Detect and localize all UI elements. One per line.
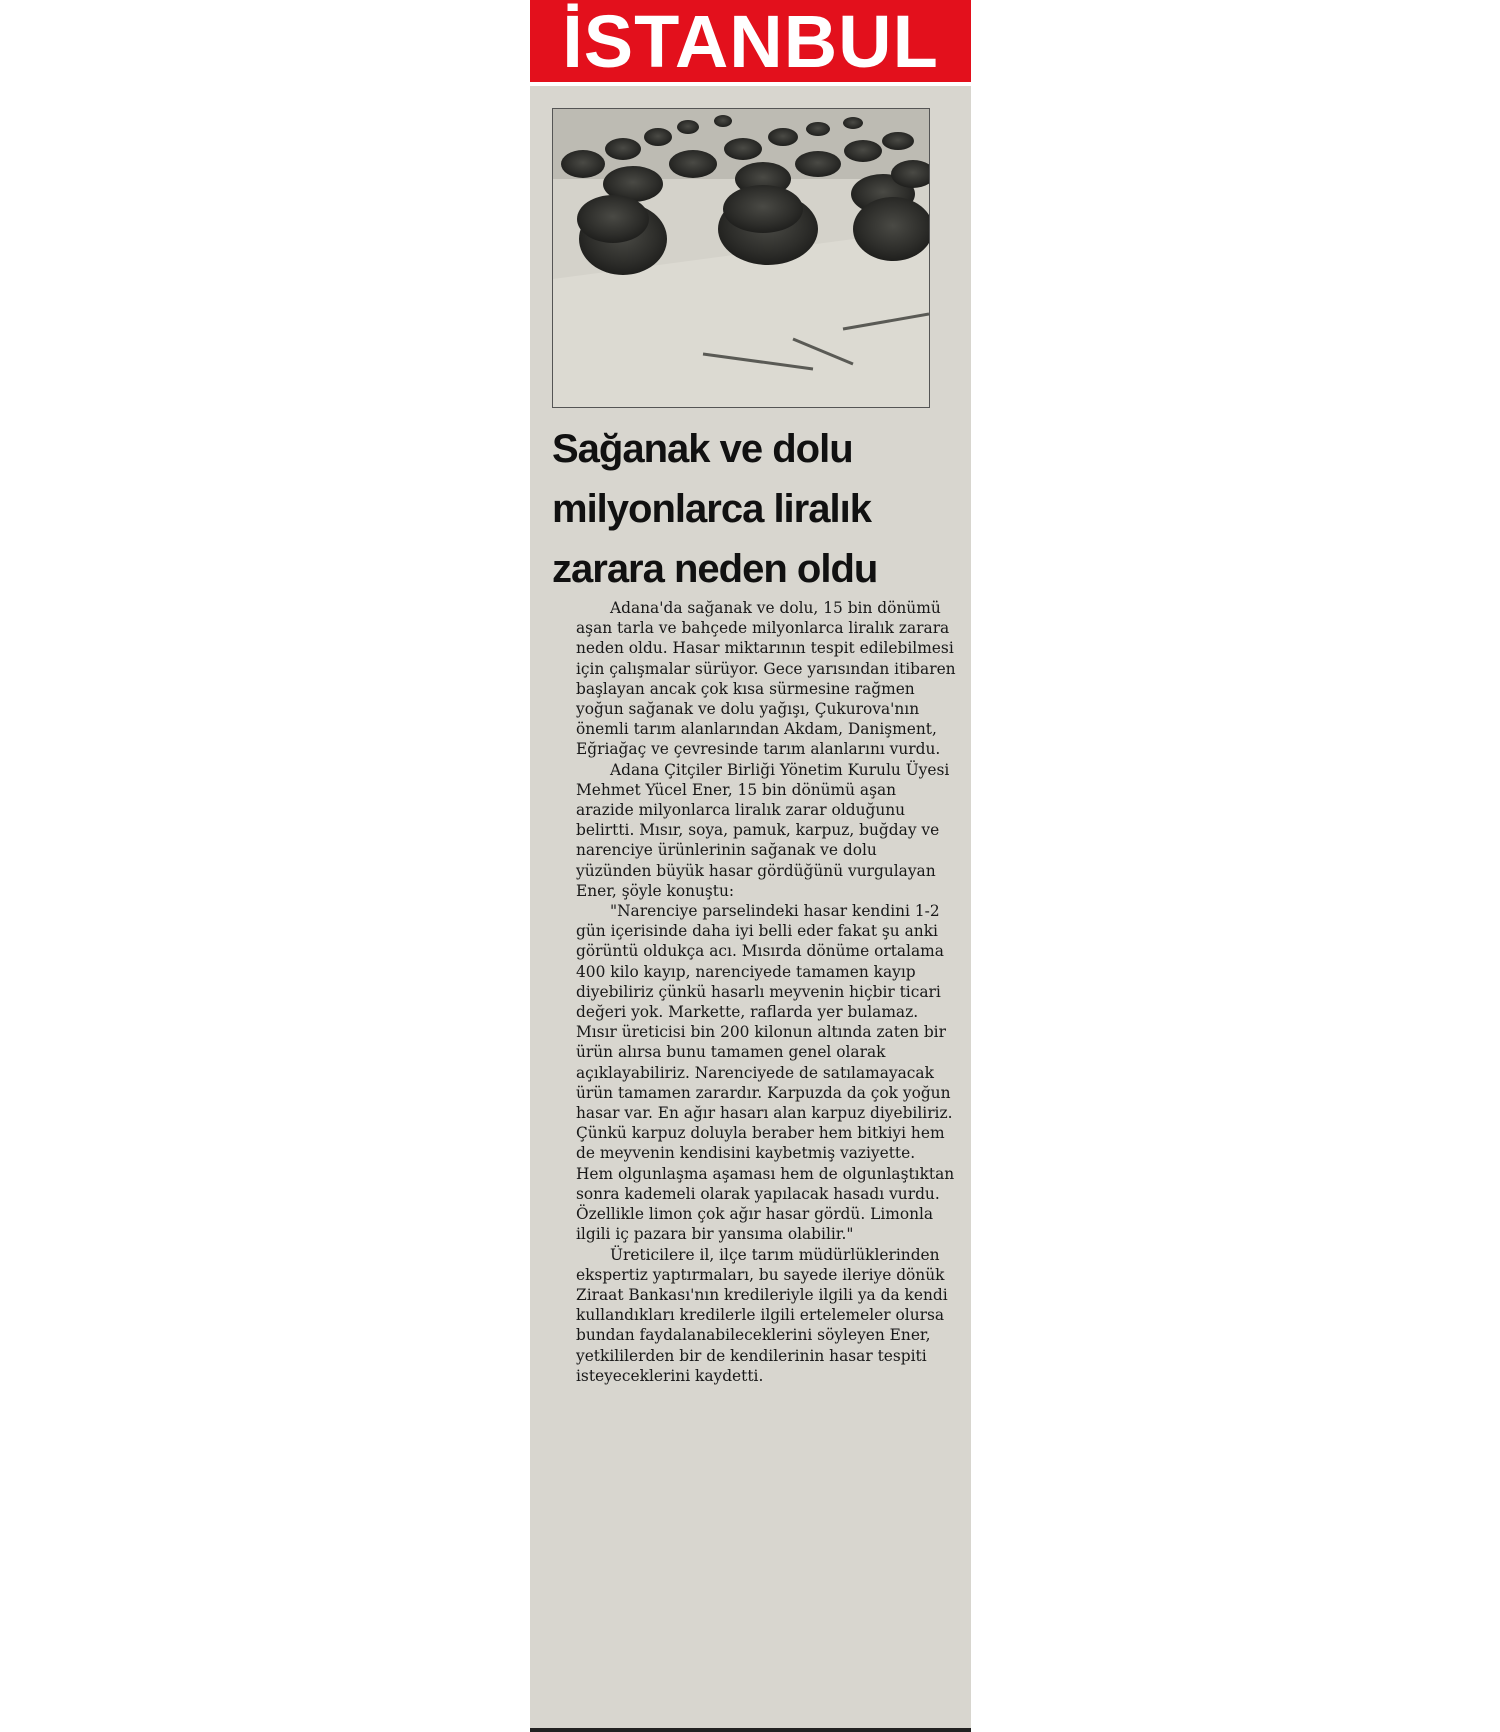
orchard-photo (552, 108, 930, 408)
headline (552, 419, 952, 599)
headline-line-1: Sağanak ve dolu (552, 427, 853, 471)
article-paragraph-3: "Narenciye parselindeki hasar kendini 1-2 gün içerisinde daha iyi belli eder fakat şu anki görüntü oldukça acı. Mısırda dönüme ortalama 400 kilo kayıp, narenciyede tamamen kayıp diyebiliriz çünkü hasarlı meyvenin hiçbir ticari değeri yok. Markette, raflarda yer bulamaz. Mısır üreticisi bin 200 kilonun altında zaten bir ürün alırsa bunu tamamen genel olarak açıklayabiliriz. Narenciyede de satılamayacak ürün tamamen zarardır. Karpuzda da çok yoğun hasar var. En ağır hasarı alan karpuz diyebiliriz. Çünkü karpuz doluyla beraber hem bitkiyi hem de meyvenin kendisini kaybetmiş vaziyette. Hem olgunlaşma aşaması hem de olgunlaştıktan sonra kademeli olarak yapılacak hasadı vurdu. Özellikle limon çok ağır hasar gördü. Limonla ilgili iç pazara bir yansıma olabilir." (576, 902, 955, 1244)
masthead (530, 0, 971, 82)
article-paragraph-2: Adana Çitçiler Birliği Yönetim Kurulu Üyesi Mehmet Yücel Ener, 15 bin dönümü aşan arazide milyonlarca liralık zarar olduğunu belirtti. Mısır, soya, pamuk, karpuz, buğday ve narenciye ürünlerinin sağanak ve dolu yüzünden büyük hasar gördüğünü vurgulayan Ener, şöyle konuştu: (576, 760, 950, 900)
bottom-rule (530, 1728, 971, 1732)
article-paragraph-1: Adana'da sağanak ve dolu, 15 bin dönümü aşan tarla ve bahçede milyonlarca liralık zarara neden oldu. Hasar miktarının tespit edilebilmesi için çalışmalar sürüyor. Gece yarısından itibaren başlayan ancak çok kısa sürmesine rağmen yoğun sağanak ve dolu yağışı, Çukurova'nın önemli tarım alanlarından Akdam, Danişment, Eğriağaç ve çevresinde tarım alanlarını vurdu. (576, 599, 956, 759)
headline-line-2: milyonlarca liralık (552, 487, 871, 531)
news-clipping (530, 86, 971, 1732)
article-paragraph-4: Üreticilere il, ilçe tarım müdürlüklerinden ekspertiz yaptırmaları, bu sayede ileriye dönük Ziraat Bankası'nın kredileriyle ilgili ya da kendi kullandıkları kredilerle ilgili ertelemeler olursa bundan faydalanabileceklerini söyleyen Ener, yetkililerden bir de kendilerinin hasar tespiti isteyeceklerini kaydetti. (576, 1245, 948, 1385)
headline-line-3: zarara neden oldu (552, 547, 878, 591)
newspaper-name: İSTANBUL (562, 0, 939, 83)
article-body (576, 598, 956, 1386)
orchard-illustration (553, 109, 929, 407)
